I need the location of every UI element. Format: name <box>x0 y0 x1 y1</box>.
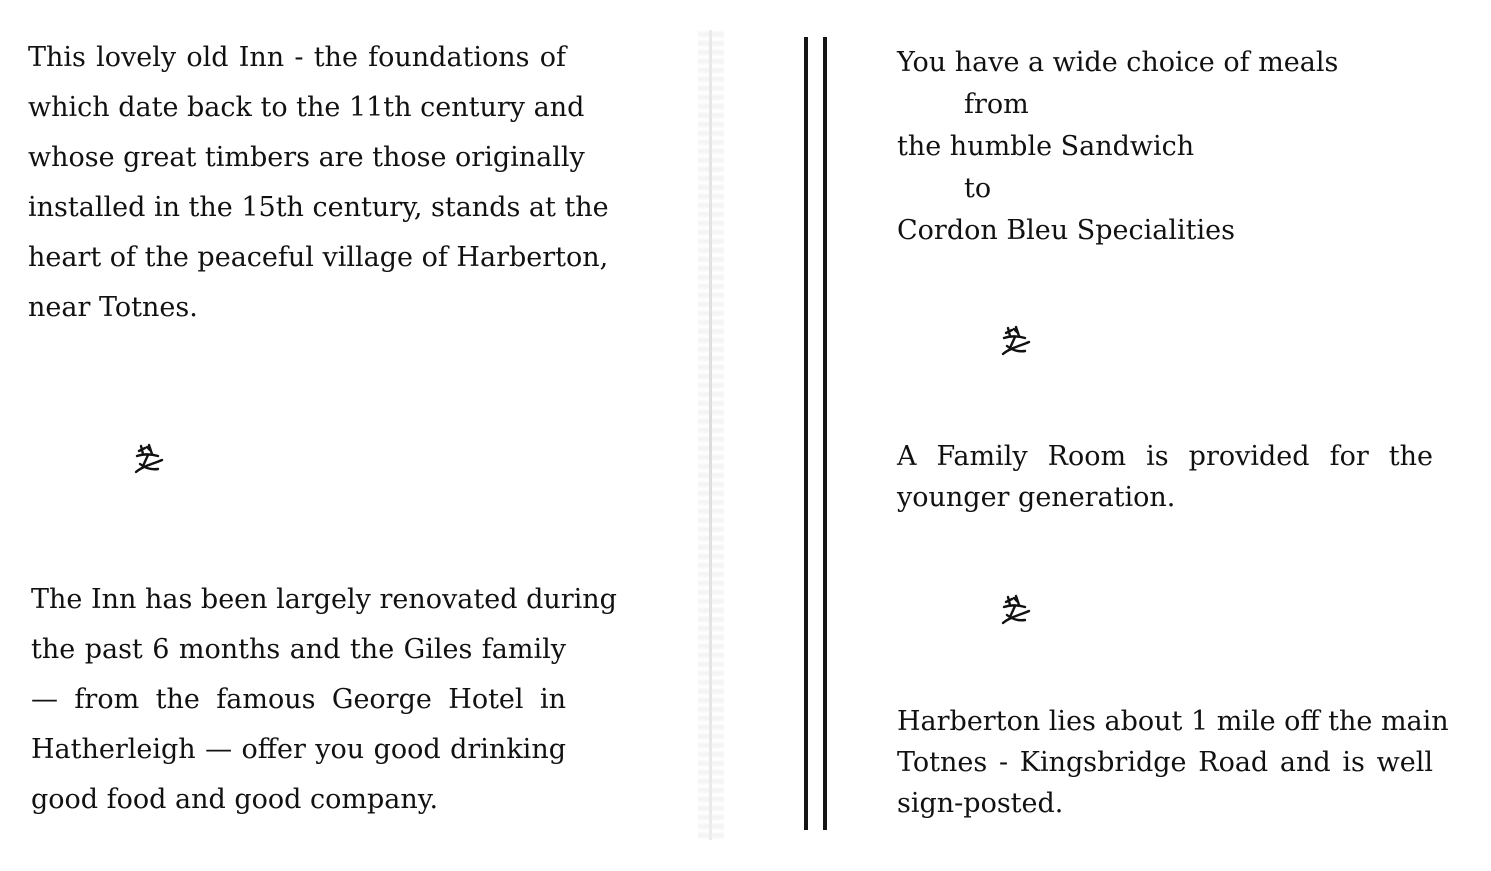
renovation-paragraph <box>31 575 617 825</box>
text-line: Totnes - Kingsbridge Road and is well <box>897 747 1433 778</box>
text-line: from <box>964 89 1029 120</box>
text-line: younger generation. <box>897 482 1176 513</box>
floral-ornament-icon <box>131 442 167 478</box>
page-fold <box>698 30 724 840</box>
text-line: the past 6 months and the Giles family <box>31 634 566 665</box>
text-line: installed in the 15th century, stands at the <box>28 192 609 223</box>
meals-block <box>897 42 1437 252</box>
text-line: good food and good company. <box>31 784 439 815</box>
floral-ornament-icon <box>998 593 1034 629</box>
text-line: You have a wide choice of meals <box>897 47 1339 78</box>
text-line: This lovely old Inn - the foundations of <box>28 42 566 73</box>
vertical-rule <box>804 37 808 830</box>
text-line: Cordon Bleu Specialities <box>897 215 1235 246</box>
vertical-rule <box>823 37 827 830</box>
location-paragraph <box>897 701 1449 824</box>
text-line: — from the famous George Hotel in <box>31 684 566 715</box>
text-line: sign-posted. <box>897 788 1064 819</box>
text-line: near Totnes. <box>28 292 198 323</box>
text-line: whose great timbers are those originally <box>28 142 585 173</box>
family-room-paragraph <box>897 436 1433 518</box>
text-line: The Inn has been largely renovated during <box>31 584 617 615</box>
text-line: Harberton lies about 1 mile off the main <box>897 706 1449 737</box>
floral-ornament-icon <box>998 324 1034 360</box>
text-line: Hatherleigh — offer you good drinking <box>31 734 566 765</box>
text-line: to <box>964 173 992 204</box>
inn-history-paragraph <box>28 33 609 333</box>
text-line: heart of the peaceful village of Harberton, <box>28 242 609 273</box>
text-line: the humble Sandwich <box>897 131 1195 162</box>
text-line: A Family Room is provided for the <box>897 441 1433 472</box>
text-line: which date back to the 11th century and <box>28 92 585 123</box>
